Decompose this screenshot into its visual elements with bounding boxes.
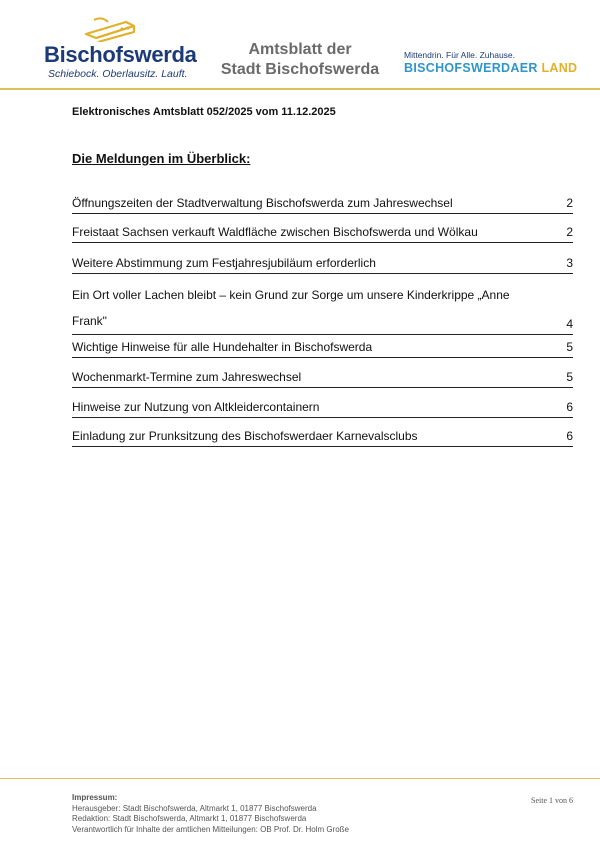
toc-entry-7[interactable] (72, 397, 573, 418)
gazette-title-line2: Stadt Bischofswerda (220, 61, 380, 78)
imprint-responsible: Verantwortlich für Inhalte der amtlichen Mitteilungen: OB Prof. Dr. Holm Große (72, 824, 350, 834)
toc-entry-title: Weitere Abstimmung zum Festjahresjubiläum erforderlich (72, 256, 376, 270)
city-logo (40, 16, 197, 80)
toc-entry-page: 6 (566, 429, 573, 443)
toc-entry-title: Ein Ort voller Lachen bleibt – kein Grund zur Sorge um unsere Kinderkrippe „Anne Frank" (72, 288, 510, 328)
toc-entry-page: 2 (566, 196, 573, 210)
toc-entry-page: 4 (566, 317, 573, 331)
imprint (72, 793, 349, 835)
imprint-editorial: Redaktion: Stadt Bischofswerda, Altmarkt 1, 01877 Bischofswerda (72, 814, 307, 823)
imprint-heading: Impressum: (72, 793, 118, 802)
toc-entry-2[interactable] (72, 222, 573, 243)
region-name-main: BISCHOFSWERDAER (404, 61, 538, 75)
cake-logo-icon (82, 16, 138, 42)
gazette-title-line1: Amtsblatt der (248, 41, 352, 58)
header-divider (0, 88, 600, 90)
toc-entry-title: Wichtige Hinweise für alle Hundehalter in Bischofswerda (72, 340, 373, 354)
toc-entry-title: Wochenmarkt-Termine zum Jahreswechsel (72, 370, 302, 384)
toc-entry-page: 3 (566, 256, 573, 270)
issue-line: Elektronisches Amtsblatt 052/2025 vom 11.12.2025 (72, 106, 336, 118)
toc-entry-6[interactable] (72, 367, 573, 388)
toc-entry-title: Einladung zur Prunksitzung des Bischofswerdaer Karnevalsclubs (72, 429, 418, 443)
toc-entry-page: 5 (566, 370, 573, 384)
region-tagline: Mittendrin. Für Alle. Zuhause. (404, 50, 516, 60)
toc-entry-page: 2 (566, 225, 573, 239)
page-number: Seite 1 von 6 (531, 796, 573, 805)
toc-entry-title: Hinweise zur Nutzung von Altkleidercontainern (72, 400, 320, 414)
toc-heading: Die Meldungen im Überblick: (72, 151, 251, 166)
imprint-publisher: Herausgeber: Stadt Bischofswerda, Altmarkt 1, 01877 Bischofswerda (72, 803, 317, 813)
gazette-title (200, 40, 400, 80)
page-header (0, 0, 600, 90)
region-logo (404, 50, 584, 75)
toc-entry-5[interactable] (72, 337, 573, 358)
toc-entry-page: 5 (566, 340, 573, 354)
logo-tagline: Schiebock. Oberlausitz. Lauft. (48, 68, 188, 80)
toc-entry-8[interactable] (72, 426, 573, 447)
region-name (404, 61, 584, 75)
logo-name: Bischofswerda (44, 42, 197, 67)
toc-entry-page: 6 (566, 400, 573, 414)
toc-entry-4[interactable] (72, 282, 573, 335)
toc-entry-title: Freistaat Sachsen verkauft Waldfläche zwischen Bischofswerda und Wölkau (72, 225, 478, 239)
toc-entry-1[interactable] (72, 193, 573, 214)
toc-entry-3[interactable] (72, 253, 573, 274)
toc-entry-title: Öffnungszeiten der Stadtverwaltung Bischofswerda zum Jahreswechsel (72, 196, 453, 210)
region-name-accent: LAND (541, 61, 578, 75)
footer-divider (0, 778, 600, 779)
